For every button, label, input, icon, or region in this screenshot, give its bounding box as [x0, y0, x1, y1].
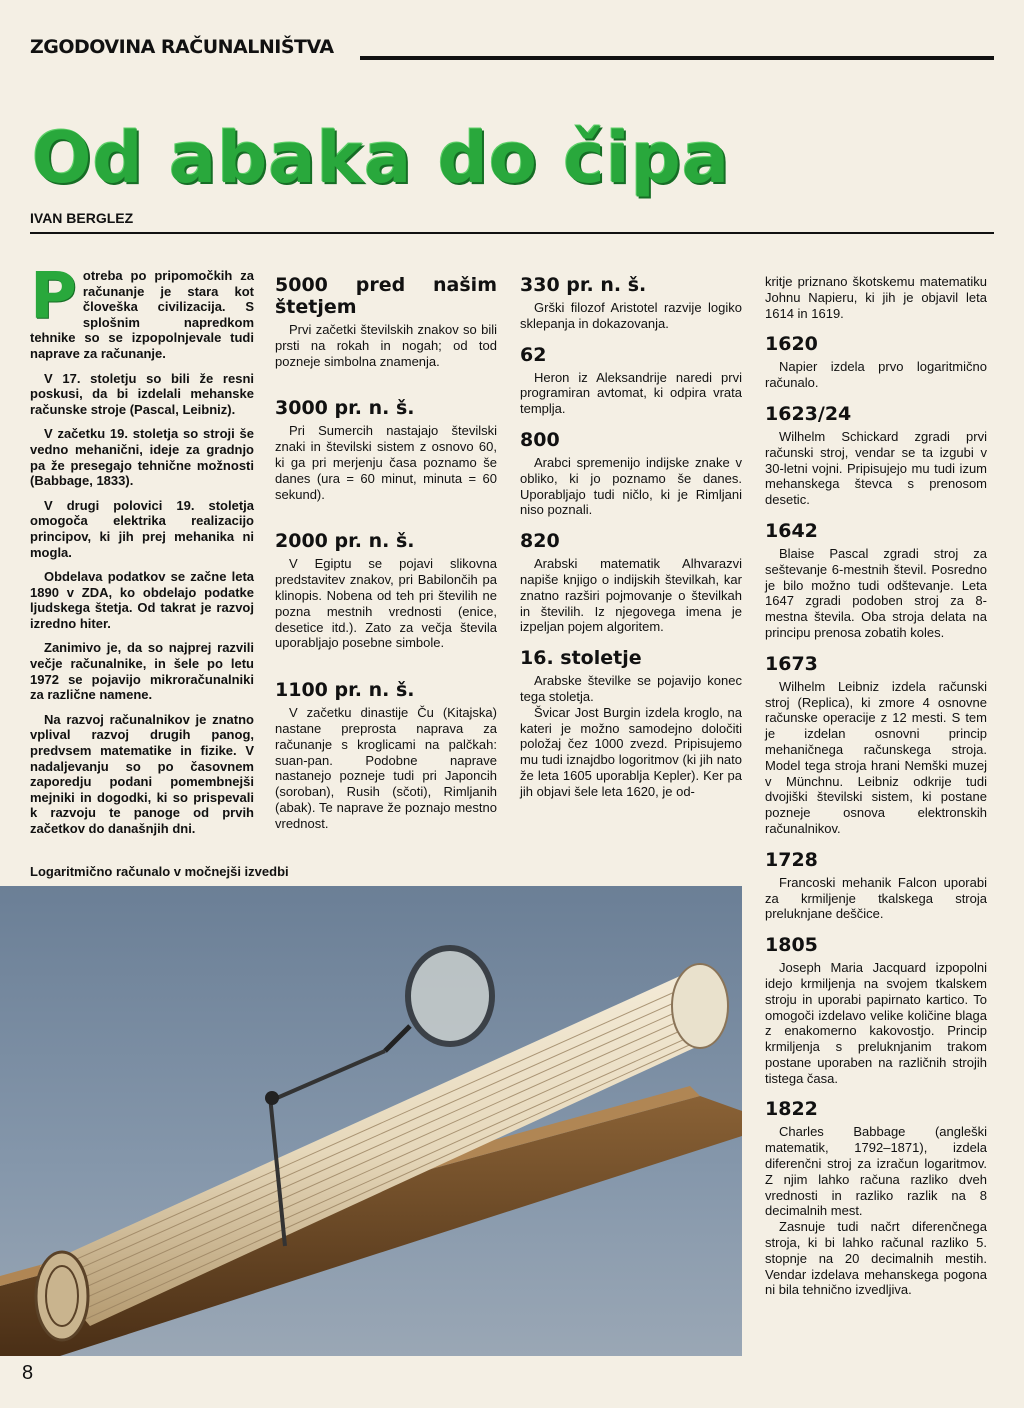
page-number: 8 [22, 1362, 34, 1384]
entry-text: Arabci spremenijo indijske znake v obliko, ki jo poznamo še danes. Uporabljajo tudi ničlo, ki je Rimljani niso poznali. [520, 454, 742, 518]
entry-year: 62 [520, 343, 547, 366]
entry-year: 1620 [765, 333, 818, 356]
timeline-entry [765, 403, 987, 508]
timeline-column-2 [520, 274, 742, 812]
timeline-entry [520, 530, 742, 635]
entry-text: Wilhelm Schickard zgradi prvi računski stroj, vendar se ta izgubi v 30-letni vojni. Pripisujejo mu tudi izum mehanskega števca s prenosom desetic. [765, 428, 987, 508]
timeline-entry [765, 520, 987, 641]
section-header-rule [360, 56, 994, 60]
intro-text: otreba po pripomočkih za računanje je stara kot človeška civilizacija. S splošnim napredkom tehnike so se izpopolnjevale tudi naprave za računanje. [30, 268, 254, 361]
intro-paragraph: V 17. stoletju so bili že resni poskusi, da bi izdelali mehanske računske stroje (Pascal, Leibniz). [30, 370, 254, 417]
drop-cap: P [30, 260, 77, 334]
entry-year: 330 pr. n. š. [520, 274, 647, 296]
timeline-entry [520, 647, 742, 799]
entry-year: 5000 pred našim štetjem [275, 274, 497, 318]
photo-caption: Logaritmično računalo v močnejši izvedbi [30, 864, 289, 879]
entry-text: Heron iz Aleksandrije naredi prvi programiran avtomat, ki odpira vrata templja. [520, 369, 742, 417]
entry-year: 1728 [765, 848, 818, 871]
timeline-entry-continued [765, 274, 987, 321]
entry-text: Blaise Pascal zgradi stroj za seštevanje 6-mestnih števil. Posredno je bilo možno tudi odštevanje. Leta 1647 zgradi podoben stroj za 8-mestna števila. Oba stroja delata na principu prenosa zobatih koles. [765, 545, 987, 640]
timeline-entry [275, 679, 497, 831]
timeline-entry [765, 653, 987, 837]
timeline-entry [765, 934, 987, 1086]
entry-text: Francoski mehanik Falcon uporabi za krmiljenje tkalskega stroja preluknjane deščice. [765, 874, 987, 922]
entry-text: Wilhelm Leibniz izdela računski stroj (Replica), ki zmore 4 osnovne računske operacije z 12 mesti. S tem je izdelan osnovni princip mehaničnega računskega stroja. Model tega stroja hrani Nemški muzej v Münchnu. Leibniz odkrije tudi dvojiški številski sistem, ki postane pozneje osnova elektronskih računalnikov. [765, 678, 987, 836]
entry-year: 820 [520, 530, 560, 553]
slide-rule-illustration [0, 886, 742, 1356]
timeline-entry [520, 429, 742, 518]
entry-text: Napier izdela prvo logaritmično računalo. [765, 359, 987, 391]
intro-paragraph: Obdelava podatkov se začne leta 1890 v ZDA, ko obdelajo podatke ljudskega štetja. Od takrat je razvoj izredno hiter. [30, 569, 254, 631]
entry-year: 1623/24 [765, 402, 852, 425]
timeline-entry [765, 849, 987, 922]
intro-paragraph: Na razvoj računalnikov je znatno vplival razvoj drugih panog, predvsem matematike in fizike. V nadaljevanju so po časovnem zaporedju podani pomembnejši mejniki in dogodki, ki so prispevali k razvoju te panoge od prvih začetkov do današnjih dni. [30, 711, 254, 836]
intro-paragraph: Zanimivo je, da so najprej razvili večje računalnike, in šele po letu 1972 se pojavijo mikroračunalniki za različne namene. [30, 640, 254, 703]
entry-year: 2000 pr. n. š. [275, 530, 415, 553]
entry-year: 800 [520, 428, 560, 451]
entry-year: 1805 [765, 934, 818, 957]
timeline-entry [275, 274, 497, 369]
timeline-entry [520, 274, 742, 332]
entry-text: kritje priznano škotskemu matematiku Johnu Napieru, ki jih je objavil leta 1614 in 1619. [765, 274, 987, 321]
intro-column [30, 260, 254, 846]
author-rule [30, 232, 994, 234]
intro-paragraph: V začetku 19. stoletja so stroji še vedno mehanični, ideje za gradnjo pa že presegajo tehnične možnosti (Babbage, 1833). [30, 426, 254, 489]
timeline-entry [275, 530, 497, 651]
entry-text: Prvi začetki številskih znakov so bili prsti na rokah in nogah; od tod pozneje simbolna znamenja. [275, 322, 497, 369]
timeline-entry [520, 344, 742, 417]
timeline-entry [275, 397, 497, 502]
intro-paragraph [30, 260, 254, 362]
entry-text: Arabski matematik Alhvarazvi napiše knjigo o indijskih številkah, kar znatno razširi pojmovanje o številkah in številih. Iz njegovega imena je izpeljan pojem algoritem. [520, 556, 742, 635]
entry-year: 1822 [765, 1098, 818, 1121]
timeline-entry [765, 1098, 987, 1298]
entry-year: 1642 [765, 519, 818, 542]
entry-year: 1100 pr. n. š. [275, 679, 415, 702]
timeline-column-3 [765, 274, 987, 1310]
section-header-label: ZGODOVINA RAČUNALNIŠTVA [30, 36, 334, 58]
timeline-entry [765, 333, 987, 391]
article-title: Od abaka do čipa [32, 117, 731, 199]
entry-text: Švicar Jost Burgin izdela kroglo, na kateri je možno samodejno določiti položaj čez 1000 zvezd. Pripisujemo mu tudi iznajdbo logoritmov (ki jih nato že leta 1605 uporablja Kepler). Ker pa jih objavi šele leta 1620, je od- [520, 704, 742, 799]
timeline-column-1 [275, 274, 497, 860]
entry-text: V Egiptu se pojavi slikovna predstavitev znakov, pri Babilončih pa klinopis. Nobena od teh pri številih ne pozna mestnih vrednosti (enice, desetice itd.). Zato za večja števila uporabljajo posebne simbole. [275, 556, 497, 651]
entry-year: 1673 [765, 652, 818, 675]
section-header [30, 36, 994, 62]
author-name: IVAN BERGLEZ [30, 210, 134, 226]
slide-rule-photo [0, 886, 742, 1356]
intro-paragraph: V drugi polovici 19. stoletja omogoča elektrika realizacijo principov, ki jih prej mehanika ni mogla. [30, 497, 254, 560]
entry-text: Pri Sumercih nastajajo številski znaki in številski sistem z osnovo 60, ki ga pri merjenju časa poznamo še danes (ura = 60 minut, minuta = 60 sekund). [275, 423, 497, 502]
entry-year: 16. stoletje [520, 647, 642, 670]
entry-text: Charles Babbage (angleški matematik, 1792–1871), izdela diferenčni stroj za izračun logaritmov. Z njim lahko računa razliko dveh vrednosti in razliko razlik na 8 decimalnih mest. [765, 1124, 987, 1219]
entry-text: Zasnuje tudi načrt diferenčnega stroja, ki bi lahko računal razliko 5. stopnje na 20 decimalnih mestih. Vendar izdelava mehanskega pogona ni bila tehnično izvedljiva. [765, 1219, 987, 1298]
entry-text: Joseph Maria Jacquard izpopolni idejo krmiljenja na svojem tkalskem stroju in uporabi papirnato kartico. To omogoči izdelavo velike količine blaga z enakomerno kakovostjo. Princip krmiljenja s preluknjanim trakom postane uporaben na različnih strojih tistega časa. [765, 960, 987, 1086]
entry-text: V začetku dinastije Ču (Kitajska) nastane preprosta naprava za računanje s kroglicami na palčkah: suan-pan. Podobne naprave nastanejo pozneje tudi pri Japoncih (soroban), Rusih (sčoti), Rimljanih (abak). Te naprave že poznajo mestno vrednost. [275, 705, 497, 831]
entry-text: Arabske številke se pojavijo konec tega stoletja. [520, 673, 742, 704]
entry-year: 3000 pr. n. š. [275, 397, 415, 420]
entry-text: Grški filozof Aristotel razvije logiko sklepanja in dokazovanja. [520, 300, 742, 331]
